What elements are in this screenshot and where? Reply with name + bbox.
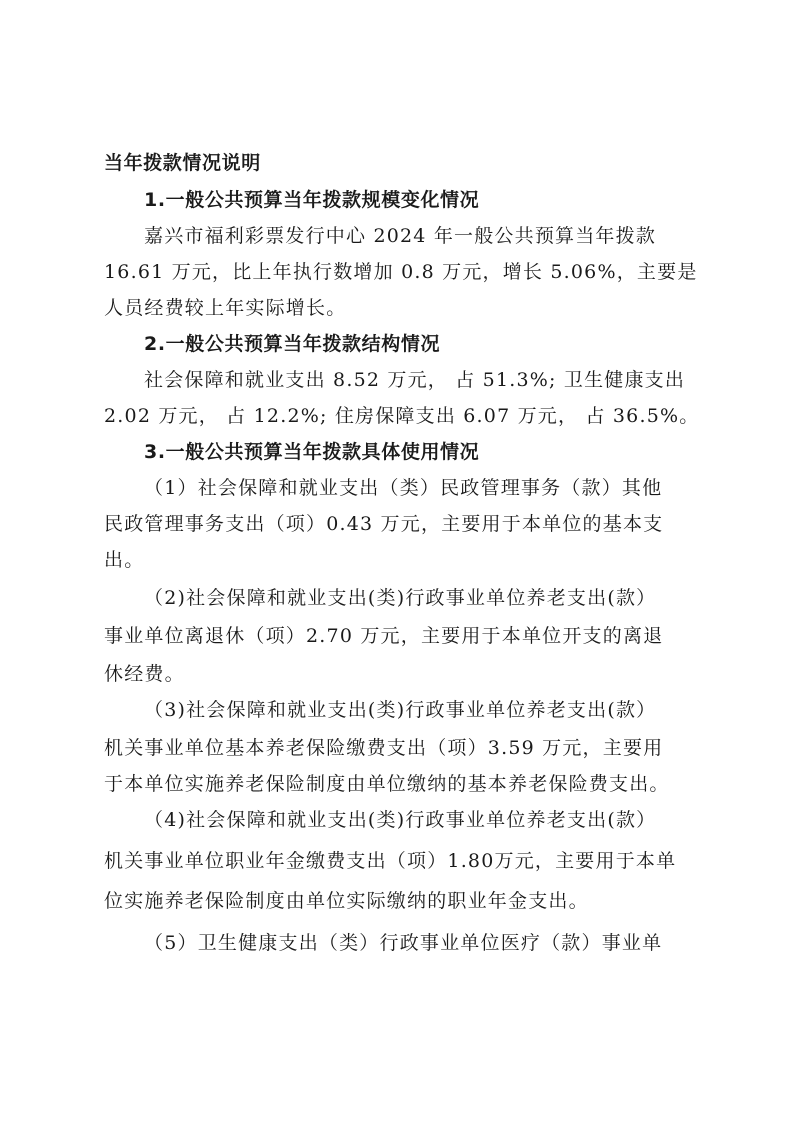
item-2-line-2: 事业单位离退休（项）2.70 万元，主要用于本单位开支的离退 (104, 625, 664, 647)
item-2-line-1: （2)社会保障和就业支出(类)行政事业单位养老支出(款） (144, 587, 657, 609)
item-3-line-3: 于本单位实施养老保险制度由单位缴纳的基本养老保险费支出。 (104, 773, 670, 795)
item-1-line-3: 出。 (104, 549, 145, 571)
item-5-line-1: （5）卫生健康支出（类）行政事业单位医疗（款）事业单 (144, 932, 663, 954)
section-1-line-3: 人员经费较上年实际增长。 (104, 297, 347, 319)
item-4-line-2: 机关事业单位职业年金缴费支出（项）1.80万元，主要用于本单 (104, 850, 677, 872)
section-1-line-1: 嘉兴市福利彩票发行中心 2024 年一般公共预算当年拨款 (144, 225, 657, 247)
section-2-heading: 2.一般公共预算当年拨款结构情况 (144, 333, 441, 355)
item-3-line-1: （3)社会保障和就业支出(类)行政事业单位养老支出(款） (144, 699, 657, 721)
section-3-heading: 3.一般公共预算当年拨款具体使用情况 (144, 441, 480, 463)
item-4-line-3: 位实施养老保险制度由单位实际缴纳的职业年金支出。 (104, 890, 589, 912)
item-2-line-3: 休经费。 (104, 663, 185, 685)
section-1-heading: 1.一般公共预算当年拨款规模变化情况 (144, 189, 480, 211)
item-4-line-1: （4)社会保障和就业支出(类)行政事业单位养老支出(款） (144, 809, 657, 831)
section-2-line-2: 2.02 万元， 占 12.2%; 住房保障支出 6.07 万元， 占 36.5%。 (104, 405, 700, 427)
section-2-line-1: 社会保障和就业支出 8.52 万元， 占 51.3%; 卫生健康支出 (144, 369, 686, 391)
section-1-line-2: 16.61 万元，比上年执行数增加 0.8 万元，增长 5.06%，主要是 (104, 261, 698, 283)
item-1-line-2: 民政管理事务支出（项）0.43 万元，主要用于本单位的基本支 (104, 513, 664, 535)
item-3-line-2: 机关事业单位基本养老保险缴费支出（项）3.59 万元，主要用 (104, 737, 664, 759)
document-title: 当年拨款情况说明 (104, 152, 261, 174)
item-1-line-1: （1）社会保障和就业支出（类）民政管理事务（款）其他 (144, 477, 663, 499)
